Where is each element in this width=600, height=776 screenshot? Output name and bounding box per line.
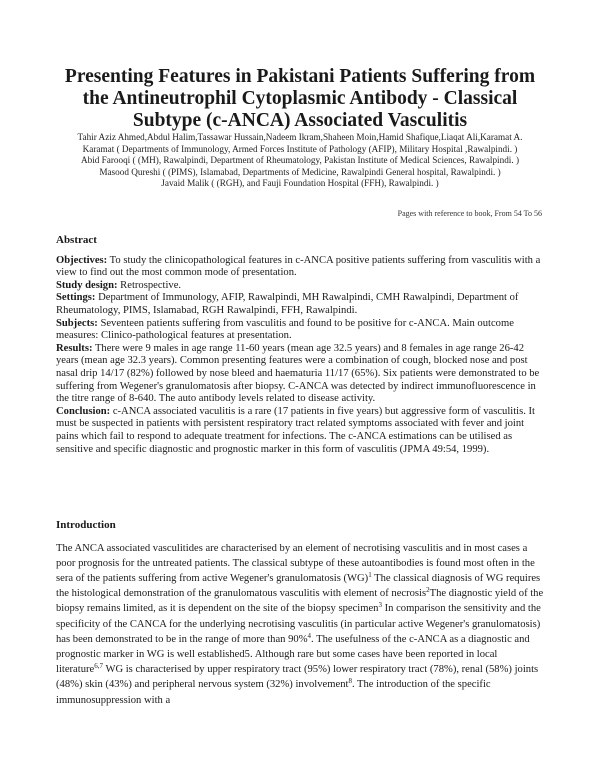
objectives-label: Objectives: (56, 254, 108, 266)
subjects-text: Seventeen patients suffering from vasculitis and found to be positive for c-ANCA. Main outcome measures: Clinico-pathological features at presentation. (56, 317, 514, 342)
paper-title: Presenting Features in Pakistani Patients Suffering from the Antineutrophil Cytoplasmic Antibody - Classical Subtype (c-ANCA) Associated Vasculitis (64, 66, 536, 131)
citation-superscript: 2 (426, 586, 430, 595)
conclusion-label: Conclusion: (56, 405, 111, 417)
results-paragraph (56, 343, 546, 406)
subjects-paragraph (56, 318, 546, 343)
intro-text: The ANCA associated vasculitides are characterised by an element of necrotising vasculitis and in most cases a poor prognosis for the untreated patients. The classical subtype of these autoantibodies is found most often in the sera of the patients suffering from active Wegener's granulomatosis (WG) (56, 542, 535, 584)
page-reference: Pages with reference to book, From 54 To 56 (397, 209, 542, 218)
citation-superscript: 4 (307, 631, 312, 640)
settings-paragraph (56, 292, 546, 317)
author-line: Javaid Malik ( (RGH), and Fauji Foundation Hospital (FFH), Rawalpindi. ) (161, 178, 439, 189)
intro-text: The diagnostic yield of the biopsy remains limited, as it is dependent on the site of the biopsy specimen (56, 588, 544, 615)
intro-text: WG is characterised by upper respiratory tract (95%) lower respiratory tract (78%), renal (58%) joints (48%) skin (43%) and peripheral nervous system (32%) involvement (56, 664, 539, 691)
abstract-heading: Abstract (56, 234, 97, 246)
introduction-paragraph (56, 541, 546, 708)
design-paragraph (56, 280, 546, 293)
introduction-heading: Introduction (56, 519, 116, 531)
design-text: Retrospective. (117, 279, 182, 291)
objectives-text: To study the clinicopathological features in c-ANCA positive patients suffering from vasculitis with a view to find out the most common mode of presentation. (56, 254, 541, 279)
intro-text: . The introduction of the specific immunosuppression with a (56, 679, 491, 706)
author-line: Tahir Aziz Ahmed,Abdul Halim,Tassawar Hussain,Nadeem Ikram,Shaheen Moin,Hamid Shafique,Liaqat Ali,Karamat A. (77, 132, 523, 142)
author-line: Masood Qureshi ( (PIMS), Islamabad, Departments of Medicine, Rawalpindi General hospital, Rawalpindi. ) (99, 166, 501, 177)
author-line: Karamat ( Departments of Immunology, Armed Forces Institute of Pathology (AFIP), Military Hospital ,Rawalpindi. ) (82, 143, 518, 154)
conclusion-text: c-ANCA associated vaculitis is a rare (17 patients in five years) but aggressive form of vasculitis. It must be suspected in patients with persistent respiratory tract related symptoms associated with fever and joint pains which fail to respond to adequate treatment for infections. The c-ANCA estimations can be utilised as sensitive and specific diagnostic and prognostic marker in this form of vasculitis (JPMA 49:54, 1999). (56, 405, 535, 455)
author-affiliations (62, 132, 538, 190)
settings-text: Department of Immunology, AFIP, Rawalpindi, MH Rawalpindi, CMH Rawalpindi, Department of Rheumatology, PIMS, Islamabad, RGH Rawalpindi, FFH, Rawalpindi. (56, 292, 519, 316)
citation-superscript: 3 (378, 601, 382, 610)
citation-superscript: 8 (348, 677, 352, 686)
objectives-paragraph (56, 255, 546, 280)
conclusion-paragraph (56, 406, 546, 456)
subjects-label: Subjects: (56, 317, 98, 329)
results-label: Results: (56, 342, 93, 354)
citation-superscript: 1 (368, 571, 372, 579)
intro-text: In comparison the sensitivity and the specificity of the CANCA for the underlying necrotising vasculitis (in particular active Wegener's granulomatosis) has been demonstrated to be in the range of more than 90% (56, 603, 541, 645)
intro-text: The classical diagnosis of WG requires the histological demonstration of the granulomatous vasculitis with element of necrosis (56, 573, 541, 600)
author-line: Abid Farooqi ( (MH), Rawalpindi, Department of Rheumatology, Pakistan Institute of Medical Sciences, Rawalpindi. ) (80, 155, 520, 166)
design-label: Study design: (56, 279, 118, 291)
intro-text: . The usefulness of the c-ANCA as a diagnostic and prognostic marker in WG is well established5. Although rare but some cases have been reported in local literature (56, 633, 530, 676)
abstract-section (56, 234, 546, 456)
settings-label: Settings: (56, 292, 96, 304)
results-text: There were 9 males in age range 11-60 years (mean age 32.5 years) and 8 females in age range 26-42 years (mean age 32.3 years). Common presenting features were a combination of cough, blocked nose and post nasal drip 14/17 (82%) followed by nose bleed and haematuria 11/17 (65%). Six patients were demonstrated to be suffering from Wegener's granulomatosis after biopsy. C-ANCA was detected by indirect immunofluorescence in the titre range of 8-640. The auto antibody levels related to disease activity. (56, 342, 540, 405)
citation-superscript: 6,7 (94, 662, 103, 671)
introduction-section (56, 519, 546, 708)
